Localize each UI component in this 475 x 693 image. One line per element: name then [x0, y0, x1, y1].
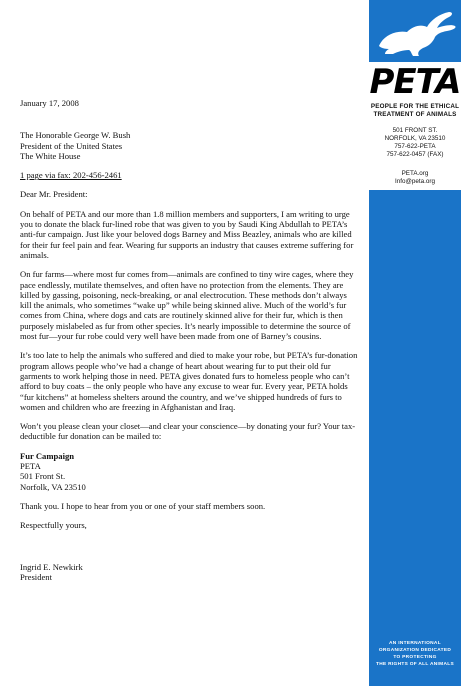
letter-date: January 17, 2008 — [20, 98, 79, 108]
peta-sidebar — [369, 0, 461, 693]
mailing-title: Fur Campaign — [20, 450, 75, 461]
paragraph: On fur farms—where most fur comes from—animals are confined to tiny wire cages, where they pace endlessly, mutilate themselves, and often have no protection from the elements. They are killed by gassing, poisoning, neck-breaking, or anal electrocution. These methods don’t always kill the animals, who sometimes “wake up” while being skinned alive. Much of the world’s fur comes from China, where dogs and cats are routinely skinned alive for their fur, which is then purposely mislabeled as fur from other species. It’s nearly impossible to determine the source of most fur—your fur robe could very well have been made from one of Barney’s cousins. — [20, 269, 354, 342]
mailing-address — [20, 451, 358, 492]
address-line: 501 FRONT ST. — [392, 127, 438, 134]
mission-line: TO PROTECTING — [393, 655, 437, 660]
recipient-line: The Honorable George W. Bush — [20, 130, 131, 141]
email-link[interactable]: Info@peta.org — [394, 178, 435, 185]
recipient-block — [20, 130, 358, 161]
mission-line: THE RIGHTS OF ALL ANIMALS — [376, 662, 454, 667]
peta-tagline — [369, 103, 461, 118]
peta-logo: PETA — [369, 62, 461, 102]
mission-statement — [369, 640, 461, 668]
fax-line: 757-622-0457 (FAX) — [386, 151, 444, 158]
signer-name: Ingrid E. Newkirk — [20, 561, 83, 572]
recipient-line: The White House — [20, 150, 81, 161]
blue-sidebar-band — [369, 190, 461, 686]
peta-web — [369, 170, 461, 186]
mission-line: AN INTERNATIONAL — [389, 641, 441, 646]
paragraph: It’s too late to help the animals who suffered and died to make your robe, but PETA’s fur-donation program allows people who’ve had a change of heart about wearing fur to put their old fur garments to work helping those in need. PETA gives donated furs to homeless people who can’t afford to buy coats – the only people who have any excuse to wear fur. Every year, PETA holds “fur kitchens” at homeless shelters around the country, and we’ve shipped hundreds of furs to women and children who are freezing in Afghanistan and Iraq. — [20, 350, 358, 412]
paragraph: On behalf of PETA and our more than 1.8 million members and supporters, I am writing to urge you to donate the black fur-lined robe that was given to you by Saudi King Abdullah to PETA’s anti-fur campaign. Just like your beloved dogs Barney and Miss Beazley, animals who are killed for their fur feel pain and fear. Wearing fur supports an industry that causes extreme suffering for animals. — [20, 208, 354, 260]
mailing-line: Norfolk, VA 23510 — [20, 481, 86, 492]
recipient-line: President of the United States — [20, 140, 123, 151]
phone-line: 757-622-PETA — [394, 143, 436, 150]
paragraph: Won’t you please clean your closet—and clear your conscience—by donating your fur? Your tax-deductible fur donation can be mailed to: — [20, 421, 356, 442]
tagline-line: PEOPLE FOR THE ETHICAL — [370, 103, 460, 110]
signature-block — [20, 562, 358, 583]
signer-title: President — [20, 571, 52, 582]
logo-banner — [369, 0, 461, 62]
salutation: Dear Mr. President: — [20, 189, 88, 200]
peta-address — [369, 127, 461, 159]
website-link[interactable]: PETA.org — [401, 170, 429, 177]
mailing-line: PETA — [20, 461, 41, 472]
tagline-line: TREATMENT OF ANIMALS — [373, 110, 457, 118]
mission-line: ORGANIZATION DEDICATED — [378, 648, 452, 653]
closing: Respectfully yours, — [20, 520, 87, 531]
fax-note: 1 page via fax: 202-456-2461 — [20, 170, 122, 181]
mailing-line: 501 Front St. — [20, 471, 66, 482]
letter-body — [20, 98, 358, 591]
rabbit-icon — [373, 6, 457, 58]
thank-you-line: Thank you. I hope to hear from you or one of your staff members soon. — [20, 500, 266, 511]
address-line: NORFOLK, VA 23510 — [384, 135, 446, 142]
